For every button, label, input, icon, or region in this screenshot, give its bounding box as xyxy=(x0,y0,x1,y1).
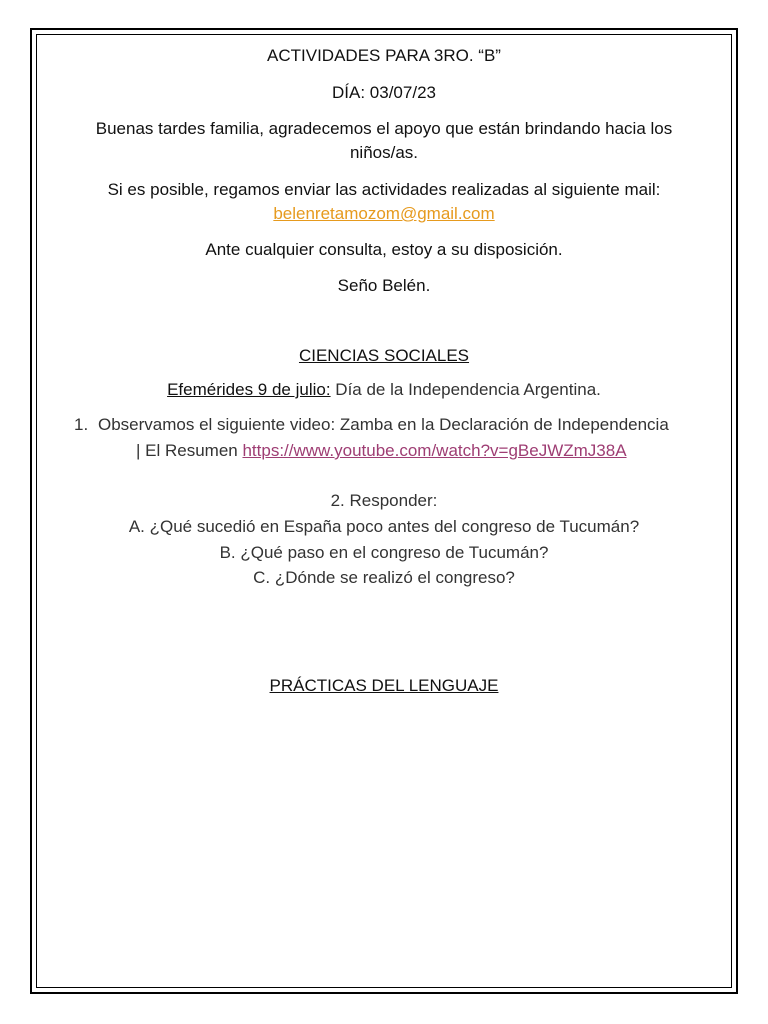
list-item-1-number: 1. xyxy=(74,415,89,434)
question-b: B. ¿Qué paso en el congreso de Tucumán? xyxy=(219,543,549,562)
greeting-line-2: niños/as. xyxy=(349,143,419,162)
list-item-2: 2. Responder: xyxy=(330,491,438,510)
question-a: A. ¿Qué sucedió en España poco antes del congreso de Tucumán? xyxy=(128,517,640,536)
efemerides-label: Efemérides 9 de julio: xyxy=(167,380,331,399)
list-item-1-line-1: Observamos el siguiente video: Zamba en la Declaración de Independencia xyxy=(98,415,669,434)
greeting-line-1: Buenas tardes familia, agradecemos el apoyo que están brindando hacia los xyxy=(95,119,673,138)
ciencias-sociales-heading xyxy=(0,344,768,368)
document-date: DÍA: 03/07/23 xyxy=(332,83,436,102)
practicas-heading-text: PRÁCTICAS DEL LENGUAJE xyxy=(269,676,499,695)
practicas-heading xyxy=(0,674,768,698)
email-link[interactable]: belenretamozom@gmail.com xyxy=(273,204,495,223)
question-c: C. ¿Dónde se realizó el congreso? xyxy=(253,568,515,587)
list-item-1-line-2 xyxy=(136,439,627,463)
efemerides-line xyxy=(0,378,768,402)
efemerides-text: Día de la Independencia Argentina. xyxy=(330,380,601,399)
request-text: Si es posible, regamos enviar las actividades realizadas al siguiente mail: xyxy=(107,180,661,199)
email-line xyxy=(0,202,768,226)
youtube-link[interactable]: https://www.youtube.com/watch?v=gBeJWZmJ38A xyxy=(242,441,627,460)
signature: Seño Belén. xyxy=(337,276,431,295)
ciencias-sociales-heading-text: CIENCIAS SOCIALES xyxy=(298,346,470,365)
list-item-1-prefix: | El Resumen xyxy=(136,441,243,460)
consulta-text: Ante cualquier consulta, estoy a su disposición. xyxy=(205,240,563,259)
document-title: ACTIVIDADES PARA 3RO. “B” xyxy=(267,46,501,65)
